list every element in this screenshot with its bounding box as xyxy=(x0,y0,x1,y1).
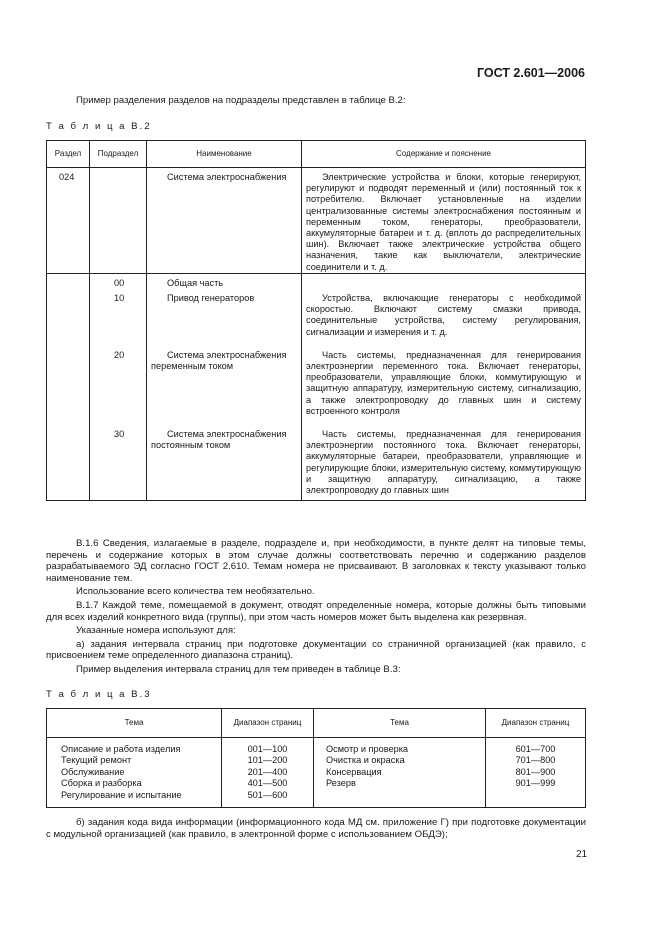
list-item: 701—800 xyxy=(515,755,556,766)
paragraph: а) задания интервала страниц при подготовке документации со страничной организацией (как правило, с присвоением теме определенного диапазона страниц). xyxy=(46,638,586,662)
name-cell: Система электроснабжения постоянным током xyxy=(147,417,302,501)
column-header: Диапазон страниц xyxy=(222,709,314,738)
name-cell: Привод генераторов xyxy=(147,289,302,338)
list-item: 201—400 xyxy=(247,766,288,777)
table-b3-caption: Т а б л и ц а В.3 xyxy=(46,689,152,700)
list-item: Регулирование и испытание xyxy=(61,789,182,800)
list-item: Сборка и разборка xyxy=(61,778,142,789)
table-row xyxy=(47,168,586,274)
list-item: 901—999 xyxy=(515,778,556,789)
list-item: 401—500 xyxy=(247,778,288,789)
list-item: 001—100 xyxy=(247,744,288,754)
list-item: 601—700 xyxy=(515,744,556,754)
table-row xyxy=(47,417,586,501)
list-item: Осмотр и проверка xyxy=(326,744,409,754)
range-list-right xyxy=(486,738,586,808)
range-list-left xyxy=(222,738,314,808)
table-row xyxy=(47,338,586,417)
table-row xyxy=(47,289,586,338)
subsection-cell xyxy=(90,168,147,274)
paragraph: В.1.7 Каждой теме, помещаемой в документ, отводят определенные номера, которые должны быть типовыми для всех изделий конкретного вида (группы), при этом часть номеров может быть выделена как резервная. xyxy=(46,599,586,623)
document-id: ГОСТ 2.601—2006 xyxy=(476,66,585,80)
list-item: Резерв xyxy=(326,778,356,789)
table-b2 xyxy=(46,140,586,501)
content-cell: Устройства, включающие генераторы с необходимой скоростью. Включают систему смазки привода, соединительные устройства, систему регулирования, сигнализации и измерения и т. д. xyxy=(302,289,586,338)
table-header-row xyxy=(47,141,586,168)
table-b2-caption: Т а б л и ц а В.2 xyxy=(46,121,152,132)
paragraph: Использование всего количества тем необязательно. xyxy=(76,586,315,598)
closing-paragraph: б) задания кода вида информации (информационного кода МД см. приложение Г) при подготовке документации с модульной организацией (как правило, в электронной форме с использованием ОБДЭ); xyxy=(46,817,586,840)
column-header: Диапазон страниц xyxy=(486,709,586,738)
content-cell: Электрические устройства и блоки, которые генерируют, регулируют и подводят переменный и (или) постоянный ток к потребителю. Включает установленные на изделии централизованные системы электроснабжения постоянным и переменным током, генераторы, преобразователи, аккумуляторные батареи и т. д. (вплоть до распределительных шин). Включает также электрические устройства общего назначения, такие как выключатели, электрические соединители и т. д. xyxy=(302,168,586,274)
table-row xyxy=(47,738,586,808)
content-cell xyxy=(302,273,586,289)
subsection-cell: 20 xyxy=(90,338,147,417)
table-row xyxy=(47,273,586,289)
list-item: Описание и работа изделия xyxy=(61,744,181,754)
content-cell: Часть системы, предназначенная для генерирования электроэнергии переменного тока. Включает генераторы, преобразователи, управляющие блоки, коммутирующую и защитную аппаратуру, измерительную систему, сигнализацию, а также электропроводку до главных шин и систему встроенного контроля xyxy=(302,338,586,417)
list-item: Очистка и окраска xyxy=(326,755,405,766)
subsection-cell: 10 xyxy=(90,289,147,338)
intro-text: Пример разделения разделов на подразделы представлен в таблице В.2: xyxy=(76,95,406,106)
name-cell: Система электроснабжения xyxy=(147,168,302,274)
list-item: 101—200 xyxy=(247,755,288,766)
column-header: Тема xyxy=(314,709,486,738)
body-text xyxy=(46,538,586,676)
column-header: Наименование xyxy=(147,141,302,168)
paragraph: В.1.6 Сведения, излагаемые в разделе, подразделе и, при необходимости, в пункте делят на типовые темы, перечень и содержание которых в этом случае должны соответствовать перечню и содержанию разделов разрабатываемого ЭД согласно ГОСТ 2.610. Темам номера не присваивают. В заголовках к тексту указывают только наименование тем. xyxy=(46,538,586,584)
list-item: Текущий ремонт xyxy=(61,755,132,766)
name-cell: Общая часть xyxy=(147,273,302,289)
column-header: Тема xyxy=(47,709,222,738)
paragraph: Указанные номера используют для: xyxy=(76,625,236,637)
list-item: 801—900 xyxy=(515,766,556,777)
topic-list-right xyxy=(314,738,486,808)
column-header: Раздел xyxy=(47,141,90,168)
column-header: Подраздел xyxy=(90,141,147,168)
list-item: 501—600 xyxy=(247,789,288,800)
column-header: Содержание и пояснение xyxy=(302,141,586,168)
subsection-cell: 00 xyxy=(90,273,147,289)
table-b3 xyxy=(46,708,586,808)
subsection-cell: 30 xyxy=(90,417,147,501)
section-cell: 024 xyxy=(47,168,90,274)
page-number: 21 xyxy=(576,849,588,860)
content-cell: Часть системы, предназначенная для генерирования электроэнергии постоянного тока. Включает генераторы, аккумуляторные батареи, преобразователи, управляющие и регулирующие блоки, измерительную систему, коммутирующую и защитную аппаратуру, сигнализацию, а также электропроводку до главных шин xyxy=(302,417,586,501)
name-cell: Система электроснабжения переменным током xyxy=(147,338,302,417)
list-item: Консервация xyxy=(326,766,382,777)
paragraph: Пример выделения интервала страниц для тем приведен в таблице В.3: xyxy=(76,663,401,675)
topic-list-left xyxy=(47,738,222,808)
list-item: Обслуживание xyxy=(61,766,125,777)
table-header-row xyxy=(47,709,586,738)
